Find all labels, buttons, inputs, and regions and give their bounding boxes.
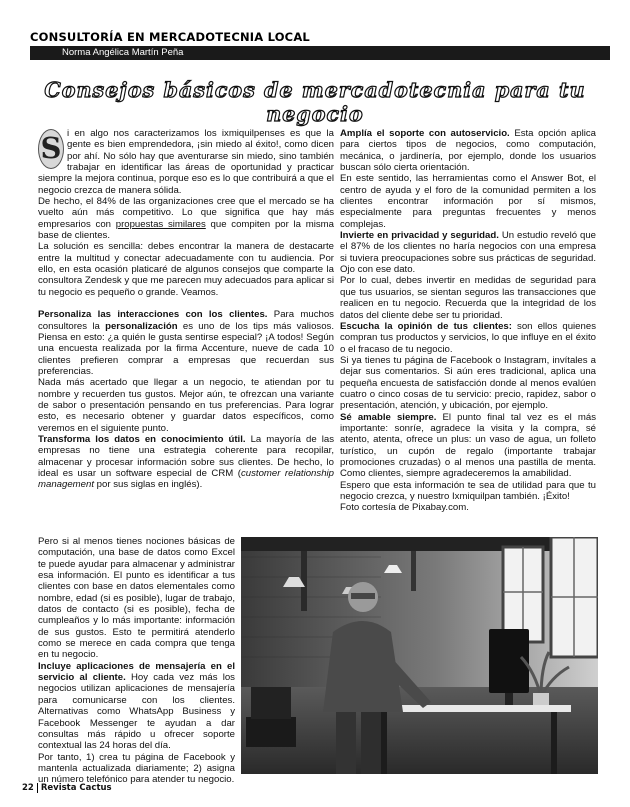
paragraph (38, 536, 235, 661)
body-text: Espero que esta información te sea de utilidad para que tu negocio crezca, y nuestro Ixmiquilpan también. ¡Éxito! (340, 479, 596, 502)
body-text: i en algo nos caracterizamos los ixmiquilpenses es que la gente es bien emprendedora, ¡sin miedo al éxito!, como dicen por ahí. No sólo hay que aventurarse sin miedo, sino también trabajar en identificar las áreas de oportunidad y practicar siempre la mejora continua, porque eso es lo que contribuirá a que el negocio crezca de manera sólida. (38, 128, 334, 196)
paragraph (340, 355, 596, 412)
body-text: Para muchos consultores la (38, 309, 334, 332)
body-text: Si ya tienes tu página de Facebook o Instagram, invítales a dejar sus comentarios. Si aún eres tradicional, aplica una pequeña encuesta de satisfacción donde al menos evalúen cuatro o cinco cosas de tu servicio: precio, rapidez, sabor o presentación, atención, y ubicación, por ejemplo. (340, 354, 596, 412)
photo-man-standing-desk-icon (241, 537, 598, 774)
paragraph (38, 309, 334, 377)
body-text: por sus siglas en inglés). (94, 479, 203, 491)
body-text: La solución es sencilla: debes encontrar la manera de destacarte entre la multitud y conectar adecuadamente con tu audiencia. Por ello, en esta ocasión platicaré de algunos consejos que comparte la consultora Zendesk y que me parecen muy adecuados para aplicar si tu negocio es pequeño o grande. Veamos. (38, 241, 334, 298)
body-text: La mayoría de las empresas no tiene una estrategia coherente para recopilar, almacenar y procesar información sobre sus clientes. De hecho, lo ideal es usar un software especial de CRM ( (38, 433, 334, 479)
bold-lead: personalización (105, 320, 178, 332)
body-text: Nada más acertado que llegar a un negocio, te atiendan por tu nombre y recuerden tus gustos. Mejor aún, te ofrezcan una variante de sabor o presentación pensando en tus preferencias. Para lograr esto, es necesario obtener y guardar datos específicos, como veremos en el siguiente punto. (38, 377, 334, 434)
paragraph-gap (38, 298, 334, 309)
bold-lead: Personaliza las interacciones con los clientes. (38, 309, 268, 321)
body-text: Pero si al menos tienes nociones básicas de computación, una base de datos como Excel te puede ayudar para almacenar y administrar esa información. El punto es identificar a tus clientes con base en datos elementales como nombre, edad (si es posible), lugar de trabajo, datos de contacto (si es posible), fecha de cumpleaños y lo más importante: información de sus gustos. Esto te permitirá atenderlo como se merece en cada compra que tenga en tu negocio. (38, 536, 235, 661)
body-text: Por lo cual, debes invertir en medidas de seguridad para que tus usuarios, se sientan seguros las transacciones que realicen en tu negocio. Recuerda que la integridad de los datos del cliente debe ser tu prioridad. (340, 275, 596, 321)
bold-lead: Amplía el soporte con autoservicio. (340, 128, 510, 139)
paragraph (340, 128, 596, 173)
link-text[interactable]: propuestas similares (115, 218, 206, 230)
section-title: CONSULTORÍA EN MERCADOTECNIA LOCAL (30, 30, 310, 44)
paragraph (38, 241, 334, 298)
paragraph (340, 502, 596, 513)
paragraph (340, 230, 596, 275)
bold-lead: Sé amable siempre. (340, 411, 437, 423)
paragraph (38, 377, 334, 434)
paragraph (38, 661, 235, 752)
body-text: Hoy cada vez más los negocios utilizan aplicaciones de mensajería para comunicarse con los clientes. Alternativas como WhatsApp Business y Facebook Messenger te ayudan a dar consultas más rápido u ofrecer soporte contextual las 24 horas del día. (38, 672, 235, 752)
paragraph (340, 275, 596, 320)
body-text: es uno de los tips más valiosos. Piensa en esto: ¿a quién le gusta sentirse especial? ¡A todos! Según una encuesta realizada por la firma Accenture, nueve de cada 10 clientes prefieren comprar a empresas que recuerdan sus preferencias. (38, 320, 334, 377)
paragraph (38, 752, 235, 786)
body-text: En este sentido, las herramientas como el Answer Bot, el centro de ayuda y el foro de la comunidad permiten a los clientes encontrar información por sí mismos, especialmente para preguntas frecuentes y menos complejas. (340, 173, 596, 230)
author-name: Norma Angélica Martín Peña (62, 47, 184, 58)
paragraph (38, 128, 334, 196)
paragraph (340, 321, 596, 355)
article-column-left-lower (38, 536, 235, 786)
paragraph (340, 480, 596, 503)
body-text: Un estudio reveló que el 87% de los clientes no haría negocios con una empresa si tuviera preocupaciones sobre sus prácticas de seguridad. Ojo con ese dato. (340, 230, 596, 276)
page-header (30, 30, 610, 60)
drop-cap: S (38, 129, 64, 169)
body-text: Esta opción aplica para ciertos tipos de negocios, como computación, mecánica, o jardinería, por ejemplo, donde los usuarios buscan sólo cierta orientación. (340, 128, 597, 174)
body-text: que compiten por la misma base de clientes. (38, 218, 335, 242)
article-column-left (38, 128, 334, 491)
bold-lead: Invierte en privacidad y seguridad. (340, 230, 499, 242)
paragraph (340, 412, 596, 480)
magazine-name: Revista Cactus (40, 783, 112, 793)
body-text: De hecho, el 84% de las organizaciones cree que el mercado se ha vuelto aún más competitivo. Lo que significa que hay más empresarios con (38, 196, 334, 230)
author-bar (30, 46, 610, 60)
page-footer (22, 783, 112, 793)
paragraph (38, 434, 334, 491)
body-text: Por tanto, 1) crea tu página de Facebook y mantenla actualizada diariamente; 2) asigna un número telefónico para atender tu negocio. (38, 751, 235, 786)
body-text: El punto final tal vez es el más importante: sonríe, agradece la visita y la compra, sé atento, atenta, ofrece un plus: un vaso de agua, un folleto turístico, un cupón de regalo (importante trabajar promociones cruzadas) o al menos una pastilla de menta. Como clientes, siempre agradeceremos la amabilidad. (340, 411, 596, 480)
body-text: son ellos quienes compran tus productos y servicios, lo que influye en el éxito o el fracaso de tu negocio. (340, 320, 596, 355)
paragraph (38, 196, 334, 241)
article-column-right (340, 128, 596, 514)
office-photo (241, 537, 598, 774)
article-title: Consejos básicos de mercadotecnia para tu negocio (44, 78, 586, 126)
body-text: customer relationship management (38, 467, 334, 491)
bold-lead: Transforma los datos en conocimiento útil. (38, 433, 246, 445)
body-text: Foto cortesía de Pixabay.com. (340, 502, 469, 514)
bold-lead: Escucha la opinión de tus clientes: (340, 320, 512, 332)
bold-lead: Incluye aplicaciones de mensajería en el servicio al cliente. (38, 660, 235, 684)
page-number: 22 (22, 783, 38, 793)
paragraph (340, 173, 596, 230)
